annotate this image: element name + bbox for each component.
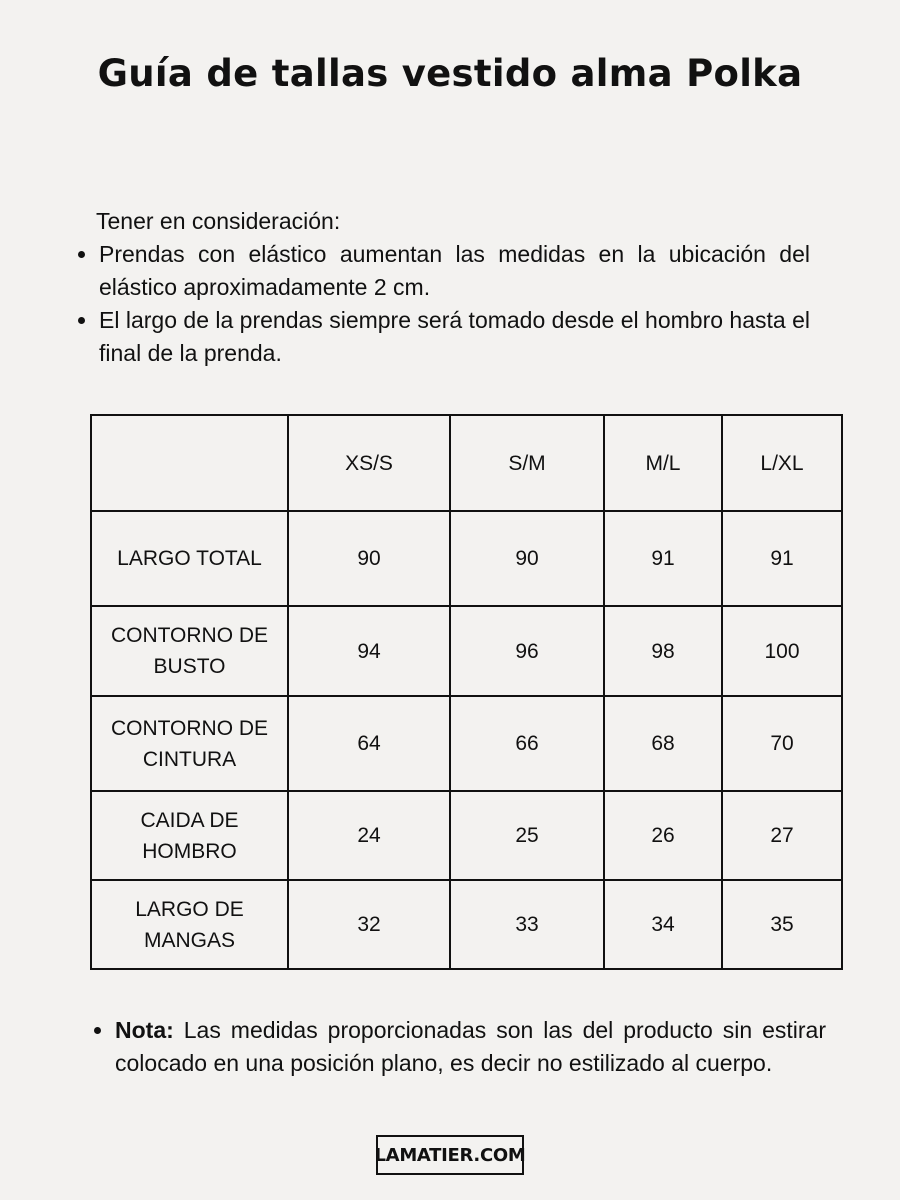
- measurement-value: 24: [288, 791, 450, 880]
- table-row: [91, 606, 842, 696]
- table-row: [91, 791, 842, 880]
- measurement-label: [91, 880, 288, 969]
- size-table: [90, 414, 843, 970]
- measurement-label: [91, 791, 288, 880]
- measurement-value: 66: [450, 696, 604, 791]
- measurement-label: [91, 696, 288, 791]
- measurement-label-line: CONTORNO DE: [110, 716, 269, 740]
- measurement-label-line: BUSTO: [153, 655, 226, 678]
- measurement-label-line: MANGAS: [143, 928, 235, 952]
- measurement-value: 34: [604, 880, 722, 969]
- table-row: [91, 880, 842, 969]
- measurement-label: [91, 606, 288, 696]
- note-item: [94, 1014, 826, 1080]
- consideration-text: Prendas con elástico aumentan las medidas en la ubicación del elástico aproximadamente 2 cm.: [99, 241, 810, 300]
- bullet-icon: [78, 251, 85, 258]
- table-row: [91, 696, 842, 791]
- measurement-value: 96: [450, 606, 604, 696]
- page-title: Guía de tallas vestido alma Polka: [97, 52, 803, 95]
- consideration-text: El largo de la prendas siempre será tomado desde el hombro hasta el final de la prenda.: [99, 307, 810, 366]
- measurement-label-line: LARGO TOTAL: [117, 547, 262, 570]
- size-column-header: M/L: [604, 415, 722, 511]
- measurement-label-line: CONTORNO DE: [110, 624, 269, 647]
- measurement-value: 91: [604, 511, 722, 606]
- measurement-value: 94: [288, 606, 450, 696]
- note-section: [94, 1014, 826, 1080]
- measurement-value: 91: [722, 511, 842, 606]
- measurement-label-line: HOMBRO: [142, 839, 237, 863]
- measurement-value: 35: [722, 880, 842, 969]
- measurement-value: 64: [288, 696, 450, 791]
- measurement-value: 98: [604, 606, 722, 696]
- size-column-header: L/XL: [722, 415, 842, 511]
- measurement-value: 70: [722, 696, 842, 791]
- consideration-item: [78, 238, 810, 304]
- brand-logo-text: LAMATIER.COM: [374, 1144, 526, 1166]
- consideration-item: [78, 304, 810, 370]
- note-label: Nota:: [115, 1017, 174, 1043]
- bullet-icon: [94, 1027, 101, 1034]
- considerations-section: [78, 205, 810, 370]
- bullet-icon: [78, 317, 85, 324]
- measurement-label: [91, 511, 288, 606]
- measurement-value: 90: [450, 511, 604, 606]
- measurement-value: 26: [604, 791, 722, 880]
- measurement-label-line: CINTURA: [142, 747, 237, 771]
- table-row: [91, 511, 842, 606]
- table-header-row: [91, 415, 842, 511]
- table-corner-cell: [91, 415, 288, 511]
- brand-logo: [376, 1135, 524, 1175]
- measurement-value: 68: [604, 696, 722, 791]
- measurement-value: 100: [722, 606, 842, 696]
- note-text: Las medidas proporcionadas son las del producto sin estirar colocado en una posición plano, es decir no estilizado al cuerpo.: [115, 1017, 826, 1076]
- measurement-label-line: LARGO DE: [135, 897, 244, 921]
- measurement-value: 90: [288, 511, 450, 606]
- measurement-value: 25: [450, 791, 604, 880]
- measurement-value: 27: [722, 791, 842, 880]
- considerations-heading: Tener en consideración:: [96, 208, 341, 234]
- measurement-label-line: CAIDA DE: [140, 808, 239, 832]
- measurement-value: 32: [288, 880, 450, 969]
- size-column-header: XS/S: [288, 415, 450, 511]
- size-column-header: S/M: [450, 415, 604, 511]
- measurement-value: 33: [450, 880, 604, 969]
